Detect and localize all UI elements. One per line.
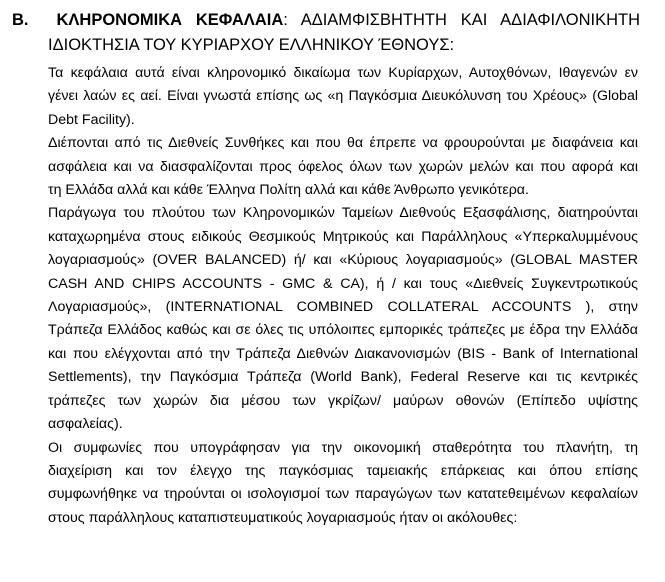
section-heading-line-1 [12,8,640,33]
paragraph-line: καταχωρημένα στους ειδικούς Θεσμικούς Μητρικούς και Παράλληλους «Υπερκαλυμμένους [48,228,638,245]
section-heading [12,8,640,58]
paragraph-line: Οι συμφωνίες που υπογράφησαν για την οικονομική σταθερότητα του πλανήτη, τη [48,439,638,456]
paragraph-derivatives-accounts [48,202,638,436]
section-body [48,62,638,530]
paragraph-line: γένει λαών ες αεί. Είναι γνωστά επίσης ως «η Παγκόσμια Διευκόλυνση του Χρέους» (Global [48,88,638,105]
paragraph-line: CASH AND CHIPS ACCOUNTS - GMC & CA), ή / και τους «Διεθνείς Συγκεντρωτικούς [48,275,638,292]
section-heading-line-2: ΙΔΙΟΚΤΗΣΙΑ ΤΟΥ ΚΥΡΙΑΡΧΟΥ ΕΛΛΗΝΙΚΟΥ ΈΘΝΟΥΣ: [48,36,455,54]
paragraph-line: Settlements), την Παγκόσμια Τράπεζα (World Bank), Federal Reserve και τις κεντρικές [48,369,638,386]
paragraph-line: διαχείριση και τον έλεγχο της παγκόσμιας ταμειακής επάρκειας και όπου επίσης [48,462,638,479]
paragraph-line: Debt Facility). [48,111,135,128]
paragraph-line: τράπεζες των χωρών δια μέσου των γκρίζων/ μαύρων οθονών (Επίπεδο υψίστης [48,392,638,409]
paragraph-line: και που ελέγχονται από την Τράπεζα Διεθνών Διακανονισμών (BIS - Bank of International [48,345,638,362]
paragraph-line: Τράπεζα Ελλάδος καθώς και σε όλες τις υπόλοιπες εμπορικές τράπεζες με έδρα την Ελλάδα [48,322,638,339]
section-letter: B. [12,11,29,29]
paragraph-line: Τα κεφάλαια αυτά είναι κληρονομικό δικαίωμα των Κυρίαρχων, Αυτοχθόνων, Ιθαγενών εν [48,65,638,81]
paragraph-international-treaties [48,132,638,202]
paragraph-agreements [48,437,638,531]
paragraph-line: Λογαριασμούς», (INTERNATIONAL COMBINED COLLATERAL ACCOUNTS ), στην [48,299,638,316]
paragraph-line: Παράγωγα του πλούτου των Κληρονομικών Ταμείων Διεθνούς Εξασφάλισης, διατηρούνται [48,205,638,222]
section-title-bold: ΚΛΗΡΟΝΟΜΙΚΑ ΚΕΦΑΛΑΙΑ [56,11,284,29]
paragraph-line: τη Ελλάδα αλλά και κάθε Έλληνα Πολίτη αλλά και κάθε Άνθρωπο γενικότερα. [48,182,529,199]
paragraph-line: ασφάλεια και να διασφαλίζονται προς όφελος όλων των χωρών μελών και που αφορά και [48,158,638,175]
paragraph-inheritance-rights [48,62,638,132]
paragraph-line: ασφαλείας). [48,416,123,433]
paragraph-line: συμφωνήθηκε να τηρούνται οι ισολογισμοί των παραγώγων των κατατεθειμένων κεφαλαίων [48,486,638,503]
section-title-rest: : ΑΔΙΑΜΦΙΣΒΗΤΗΤΗ ΚΑΙ ΑΔΙΑΦΙΛΟΝΙΚΗΤΗ [283,11,640,29]
paragraph-line: λογαριασμούς» (OVER BALANCED) ή/ και «Κύριους λογαριασμούς» (GLOBAL MASTER [48,252,638,269]
paragraph-line: Διέπονται από τις Διεθνείς Συνθήκες και που θα έπρεπε να φρουρούνται με διαφάνεια και [48,135,638,152]
paragraph-line: στους παράλληλους καταπιστευματικούς λογαριασμούς ήταν οι ακόλουθες: [48,509,518,526]
